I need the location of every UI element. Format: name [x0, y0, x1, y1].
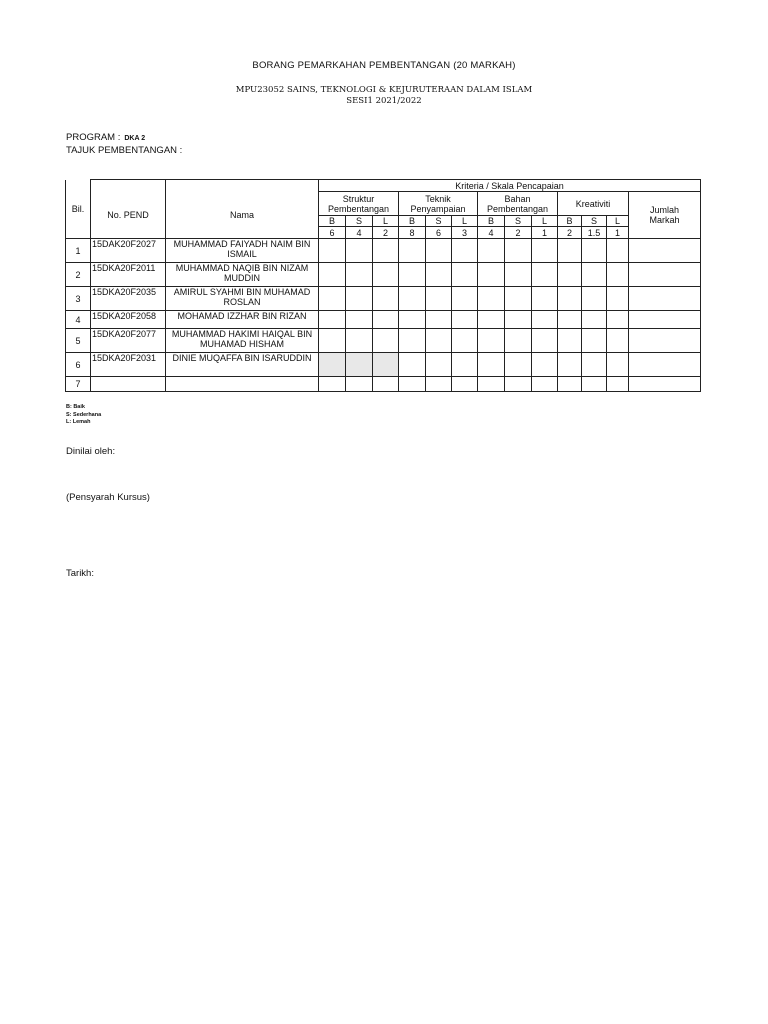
score-cell [346, 311, 373, 329]
legend-item: B: Baik [66, 404, 85, 410]
score-cell [346, 287, 373, 311]
bil-cell: 6 [66, 353, 91, 377]
score-cell [607, 377, 629, 392]
col-nopend-header: No. PEND [91, 192, 166, 239]
score-cell [373, 377, 399, 392]
score-table [65, 179, 701, 392]
score-cell [399, 353, 426, 377]
score-cell [607, 353, 629, 377]
score-cell [426, 329, 452, 353]
score-cell [478, 287, 505, 311]
score-cell [532, 377, 558, 392]
score-cell [532, 353, 558, 377]
blank-cell [91, 180, 166, 192]
score-cell [452, 329, 478, 353]
score-cell [426, 263, 452, 287]
mark-cell: 2 [558, 227, 582, 239]
score-cell [319, 311, 346, 329]
score-cell [532, 287, 558, 311]
jumlah-cell [629, 263, 701, 287]
tajuk-label: TAJUK PEMBENTANGAN : [66, 145, 183, 156]
group-teknik: Teknik Penyampaian [399, 192, 478, 216]
score-cell [607, 287, 629, 311]
student-row [66, 377, 701, 392]
mark-cell: 6 [426, 227, 452, 239]
score-cell [558, 329, 582, 353]
score-cell [478, 239, 505, 263]
program-block [66, 132, 182, 157]
student-row [66, 311, 701, 329]
mark-cell: 6 [319, 227, 346, 239]
score-cell [346, 353, 373, 377]
score-cell [558, 263, 582, 287]
score-cell [319, 239, 346, 263]
score-cell [582, 239, 607, 263]
score-cell [399, 329, 426, 353]
level-cell: L [452, 216, 478, 227]
nama-cell: MOHAMAD IZZHAR BIN RIZAN [166, 311, 319, 329]
score-cell [505, 263, 532, 287]
level-cell: B [319, 216, 346, 227]
score-cell [558, 353, 582, 377]
course-heading [0, 85, 768, 107]
score-cell [399, 239, 426, 263]
mark-cell: 3 [452, 227, 478, 239]
score-cell [426, 239, 452, 263]
score-cell [452, 263, 478, 287]
score-cell [505, 239, 532, 263]
dinilai-label: Dinilai oleh: [66, 446, 116, 457]
score-cell [478, 263, 505, 287]
level-cell: L [607, 216, 629, 227]
blank-cell [166, 180, 319, 192]
score-cell [607, 263, 629, 287]
level-cell: L [532, 216, 558, 227]
nopend-cell: 15DKA20F2031 [91, 353, 166, 377]
score-cell [505, 377, 532, 392]
nopend-cell: 15DKA20F2077 [91, 329, 166, 353]
score-cell [532, 263, 558, 287]
nopend-cell [91, 377, 166, 392]
level-cell: B [478, 216, 505, 227]
score-cell [319, 329, 346, 353]
session-label: SESI1 2021/2022 [346, 96, 422, 106]
level-cell: L [373, 216, 399, 227]
mark-cell: 1 [607, 227, 629, 239]
score-cell [346, 377, 373, 392]
legend-item: S: Sederhana [66, 411, 102, 418]
score-cell [478, 353, 505, 377]
level-cell: B [558, 216, 582, 227]
jumlah-cell [629, 329, 701, 353]
score-cell [452, 287, 478, 311]
nopend-cell: 15DKA20F2058 [91, 311, 166, 329]
student-row [66, 263, 701, 287]
score-cell [319, 353, 346, 377]
student-row [66, 239, 701, 263]
group-struktur: Struktur Pembentangan [319, 192, 399, 216]
pensyarah-label: (Pensyarah Kursus) [66, 492, 150, 503]
score-cell [399, 311, 426, 329]
score-cell [399, 377, 426, 392]
student-row [66, 287, 701, 311]
bil-cell: 7 [66, 377, 91, 392]
score-cell [582, 329, 607, 353]
nama-cell [166, 377, 319, 392]
jumlah-cell [629, 311, 701, 329]
nama-cell: DINIE MUQAFFA BIN ISARUDDIN [166, 353, 319, 377]
nopend-cell: 15DAK20F2027 [91, 239, 166, 263]
score-cell [319, 287, 346, 311]
bil-cell: 4 [66, 311, 91, 329]
legend [66, 404, 101, 427]
level-cell: S [426, 216, 452, 227]
score-cell [426, 311, 452, 329]
score-cell [426, 353, 452, 377]
header-row-2 [66, 192, 701, 216]
score-cell [373, 329, 399, 353]
col-jumlah-header [629, 192, 701, 239]
nama-cell: MUHAMMAD NAQIB BIN NIZAM MUDDIN [166, 263, 319, 287]
score-cell [478, 311, 505, 329]
score-cell [373, 311, 399, 329]
score-cell [505, 311, 532, 329]
score-cell [426, 377, 452, 392]
form-title: BORANG PEMARKAHAN PEMBENTANGAN (20 MARKAH) [252, 60, 516, 71]
jumlah-cell [629, 287, 701, 311]
score-cell [582, 377, 607, 392]
score-cell [452, 353, 478, 377]
jumlah-cell [629, 239, 701, 263]
score-cell [319, 377, 346, 392]
header-row-1 [66, 180, 701, 192]
score-cell [452, 377, 478, 392]
score-cell [478, 377, 505, 392]
score-cell [346, 329, 373, 353]
score-cell [319, 263, 346, 287]
score-cell [558, 287, 582, 311]
level-cell: B [399, 216, 426, 227]
col-bil-header [66, 180, 91, 239]
score-cell [607, 239, 629, 263]
level-cell: S [505, 216, 532, 227]
mark-cell: 2 [373, 227, 399, 239]
score-cell [607, 329, 629, 353]
score-cell [532, 329, 558, 353]
score-cell [558, 311, 582, 329]
group-kreativiti: Kreativiti [558, 192, 629, 216]
score-cell [505, 287, 532, 311]
group-bahan: Bahan Pembentangan [478, 192, 558, 216]
bil-cell: 2 [66, 263, 91, 287]
level-cell: S [582, 216, 607, 227]
score-cell [582, 353, 607, 377]
bil-cell: 1 [66, 239, 91, 263]
score-cell [373, 353, 399, 377]
score-cell [607, 311, 629, 329]
bil-cell: 3 [66, 287, 91, 311]
score-cell [373, 263, 399, 287]
score-cell [582, 287, 607, 311]
nama-cell: AMIRUL SYAHMI BIN MUHAMAD ROSLAN [166, 287, 319, 311]
score-cell [505, 353, 532, 377]
student-row [66, 353, 701, 377]
col-bil-label: Bil. [71, 203, 85, 214]
score-cell [346, 263, 373, 287]
tarikh-label: Tarikh: [66, 568, 94, 579]
score-cell [532, 311, 558, 329]
score-cell [532, 239, 558, 263]
legend-item: L: Lemah [66, 419, 91, 425]
mark-cell: 4 [478, 227, 505, 239]
score-cell [399, 263, 426, 287]
program-value: DKA 2 [124, 135, 146, 142]
score-cell [373, 287, 399, 311]
jumlah-cell [629, 377, 701, 392]
col-nama-header: Nama [166, 192, 319, 239]
bil-cell: 5 [66, 329, 91, 353]
nama-cell: MUHAMMAD HAKIMI HAIQAL BIN MUHAMAD HISHAM [166, 329, 319, 353]
score-cell [558, 377, 582, 392]
score-cell [373, 239, 399, 263]
mark-cell: 2 [505, 227, 532, 239]
score-cell [505, 329, 532, 353]
score-cell [426, 287, 452, 311]
score-cell [346, 239, 373, 263]
jumlah-cell [629, 353, 701, 377]
program-line [66, 132, 182, 145]
score-cell [399, 287, 426, 311]
program-label: PROGRAM : [66, 132, 121, 143]
nopend-cell: 15DKA20F2011 [91, 263, 166, 287]
student-row [66, 329, 701, 353]
level-cell: S [346, 216, 373, 227]
mark-cell: 4 [346, 227, 373, 239]
nopend-cell: 15DKA20F2035 [91, 287, 166, 311]
col-jumlah-label: Jumlah Markah [649, 205, 680, 225]
mark-cell: 1 [532, 227, 558, 239]
score-cell [452, 311, 478, 329]
score-cell [582, 263, 607, 287]
course-name: MPU23052 SAINS, TEKNOLOGI & KEJURUTERAAN DALAM ISLAM [235, 85, 533, 95]
score-cell [478, 329, 505, 353]
nama-cell: MUHAMMAD FAIYADH NAIM BIN ISMAIL [166, 239, 319, 263]
score-cell [452, 239, 478, 263]
criteria-header: Kriteria / Skala Pencapaian [319, 180, 701, 192]
score-cell [558, 239, 582, 263]
score-cell [582, 311, 607, 329]
mark-cell: 1.5 [582, 227, 607, 239]
mark-cell: 8 [399, 227, 426, 239]
